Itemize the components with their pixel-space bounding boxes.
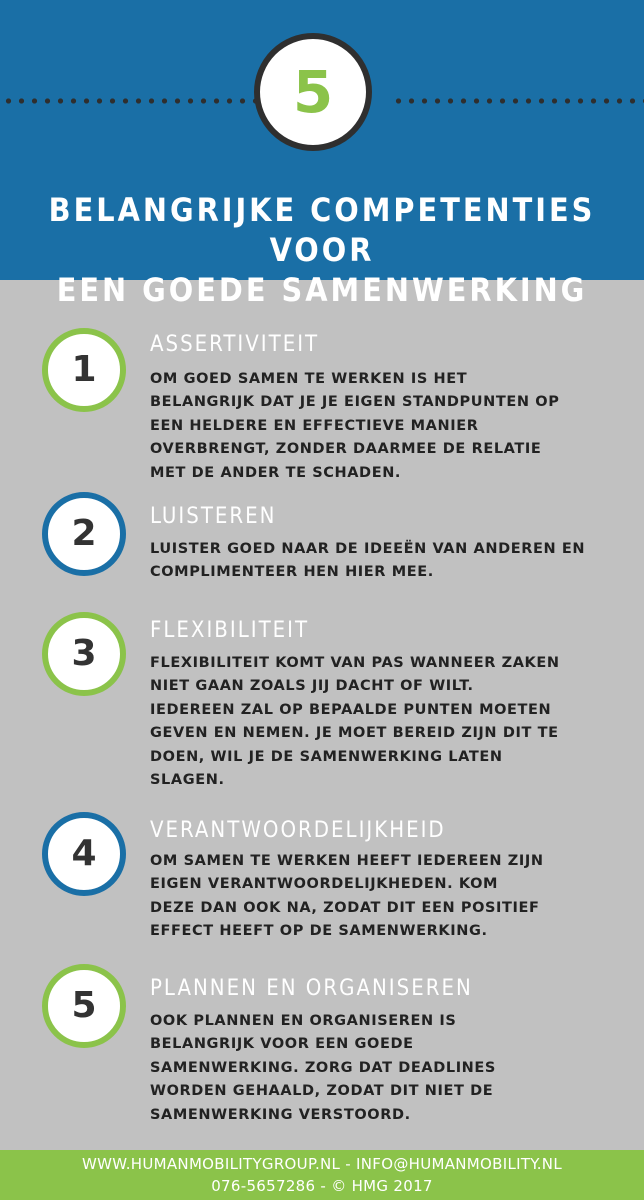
dotted-line-left — [2, 98, 258, 104]
number-badge-text: 1 — [71, 349, 97, 390]
description-line: BELANGRIJK DAT JE JE EIGEN STANDPUNTEN OP — [150, 394, 560, 411]
description-line: EIGEN VERANTWOORDELIJKHEDEN. KOM — [150, 876, 499, 893]
page-title-line-1: BELANGRIJKE COMPETENTIES VOOR — [48, 191, 596, 269]
competency-description — [150, 850, 622, 944]
description-line: SLAGEN. — [150, 772, 225, 789]
number-badge-text: 3 — [71, 633, 97, 674]
description-line: NIET GAAN ZOALS JIJ DACHT OF WILT. — [150, 678, 474, 695]
competency-description — [150, 1010, 622, 1127]
description-line: GEVEN EN NEMEN. JE MOET BEREID ZIJN DIT TE — [150, 725, 559, 742]
description-line: OM SAMEN TE WERKEN HEEFT IEDEREEN ZIJN — [150, 853, 544, 869]
number-badge-text: 4 — [71, 833, 97, 874]
competency-description — [150, 652, 622, 792]
description-line: MET DE ANDER TE SCHADEN. — [150, 464, 402, 481]
description-line: DOEN, WIL JE DE SAMENWERKING LATEN — [150, 748, 503, 765]
description-line: LUISTER GOED NAAR DE IDEEËN VAN ANDEREN EN — [150, 541, 586, 557]
header-number-badge — [254, 33, 372, 151]
description-line: FLEXIBILITEIT KOMT VAN PAS WANNEER ZAKEN — [150, 655, 560, 671]
number-badge-text: 5 — [71, 985, 97, 1026]
number-badge-text: 2 — [71, 513, 97, 554]
footer — [0, 1150, 644, 1200]
competency-description — [150, 368, 622, 485]
number-badge — [42, 328, 126, 412]
description-line: EEN HELDERE EN EFFECTIEVE MANIER — [150, 417, 479, 434]
description-line: IEDEREEN ZAL OP BEPAALDE PUNTEN MOETEN — [150, 701, 552, 718]
description-line: OM GOED SAMEN TE WERKEN IS HET — [150, 371, 468, 387]
footer-copyright-line: 076-5657286 - © HMG 2017 — [211, 1177, 433, 1195]
competency-title: ASSERTIVITEIT — [150, 332, 320, 357]
header-banner — [0, 0, 644, 309]
description-line: COMPLIMENTEER HEN HIER MEE. — [150, 564, 434, 581]
number-badge — [42, 964, 126, 1048]
description-line: SAMENWERKING. ZORG DAT DEADLINES — [150, 1059, 496, 1076]
description-line: DEZE DAN OOK NA, ZODAT DIT EEN POSITIEF — [150, 899, 540, 916]
number-badge — [42, 492, 126, 576]
competency-title: PLANNEN EN ORGANISEREN — [150, 976, 473, 1001]
competency-title: VERANTWOORDELIJKHEID — [150, 818, 446, 843]
description-line: EFFECT HEEFT OP DE SAMENWERKING. — [150, 923, 488, 940]
description-line: OVERBRENGT, ZONDER DAARMEE DE RELATIE — [150, 441, 542, 458]
description-line: WORDEN GEHAALD, ZODAT DIT NIET DE — [150, 1083, 494, 1100]
page-title-line-2: EEN GOEDE SAMENWERKING — [56, 271, 588, 309]
dotted-line-right — [392, 98, 644, 104]
description-line: BELANGRIJK VOOR EEN GOEDE — [150, 1036, 414, 1053]
page-title — [0, 190, 644, 310]
description-line: SAMENWERKING VERSTOORD. — [150, 1106, 411, 1123]
competency-description — [150, 538, 622, 585]
header-number: 5 — [292, 58, 334, 126]
number-badge — [42, 812, 126, 896]
description-line: OOK PLANNEN EN ORGANISEREN IS — [150, 1013, 457, 1029]
number-badge — [42, 612, 126, 696]
competency-title: LUISTEREN — [150, 504, 277, 529]
competency-title: FLEXIBILITEIT — [150, 618, 310, 643]
footer-contact-line: WWW.HUMANMOBILITYGROUP.NL - INFO@HUMANMOBILITY.NL — [82, 1155, 562, 1173]
